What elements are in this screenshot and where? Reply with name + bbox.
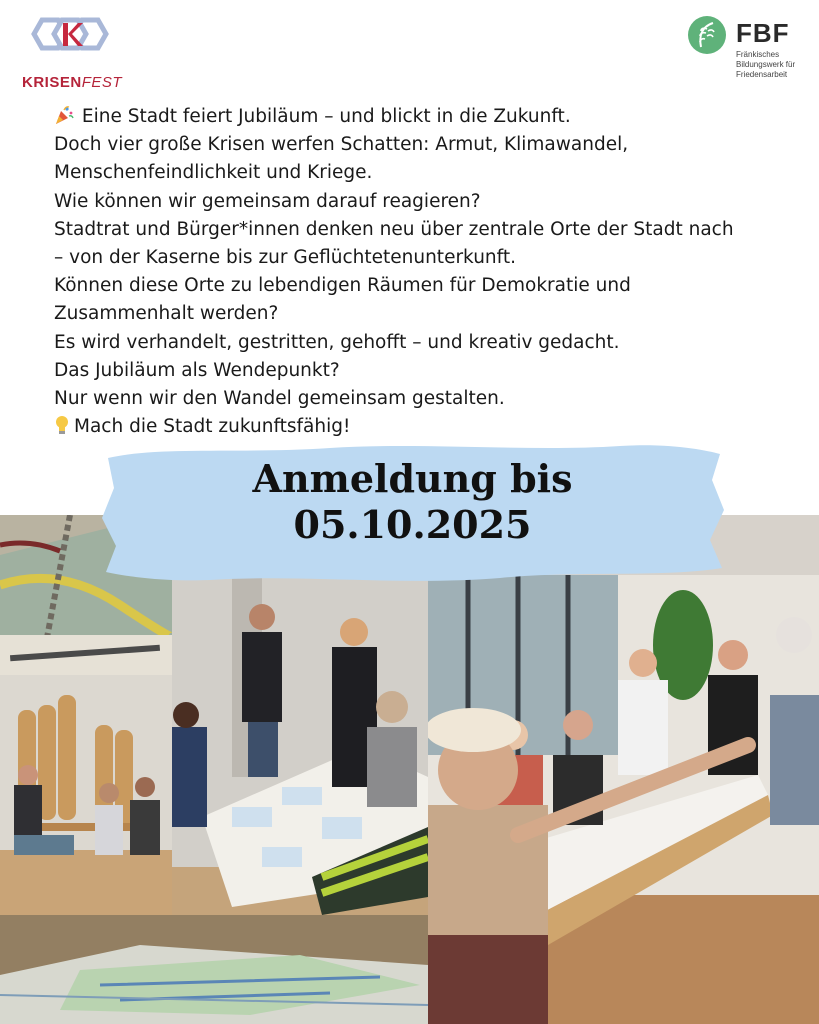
intro-line: Wie können wir gemeinsam darauf reagieren?: [54, 190, 481, 212]
fbf-full-name: Fränkisches Bildungswerk für Friedensarbeit: [736, 50, 796, 79]
logo-word-fest: FEST: [81, 74, 123, 91]
intro-line: Es wird verhandelt, gestritten, gehofft – und kreativ gedacht.: [54, 331, 620, 353]
photo-floor-map: [0, 915, 428, 1024]
hexagon-logo-icon: [20, 14, 130, 74]
registration-label: Anmeldung bis: [252, 456, 573, 501]
fbf-abbreviation: FBF: [736, 18, 790, 48]
registration-deadline: [100, 456, 725, 548]
photo-workshop-standing-speakers: [172, 577, 428, 915]
intro-line: Das Jubiläum als Wendepunkt?: [54, 359, 340, 381]
leaf-icon: [688, 16, 726, 54]
intro-line: Menschenfeindlichkeit und Kriege.: [54, 162, 373, 184]
intro-line: Eine Stadt feiert Jubiläum – und blickt in die Zukunft.: [54, 103, 794, 131]
intro-line: Doch vier große Krisen werfen Schatten: Armut, Klimawandel,: [54, 134, 629, 156]
fbf-logo: [688, 16, 808, 86]
intro-text: [54, 103, 794, 441]
intro-line: Können diese Orte zu lebendigen Räumen für Demokratie und: [54, 275, 631, 297]
registration-date: 05.10.2025: [293, 502, 532, 547]
intro-line: – von der Kaserne bis zur Geflüchtetenunterkunft.: [54, 247, 516, 269]
photo-group-at-table: [0, 675, 172, 915]
intro-line: Zusammenhalt werden?: [54, 303, 279, 325]
photo-collage: [0, 515, 819, 1024]
intro-line: Nur wenn wir den Wandel gemeinsam gestalten.: [54, 388, 505, 410]
light-bulb-icon: [54, 415, 74, 435]
party-popper-icon: [54, 105, 76, 125]
logo-word-krisen: KRISEN: [22, 74, 82, 91]
intro-line: Stadtrat und Bürger*innen denken neu über zentrale Orte der Stadt nach: [54, 218, 734, 240]
krisenfest-logo: [20, 14, 130, 94]
photo-workshop-discussion: [428, 515, 819, 1024]
intro-line: Mach die Stadt zukunftsfähig!: [54, 413, 794, 441]
